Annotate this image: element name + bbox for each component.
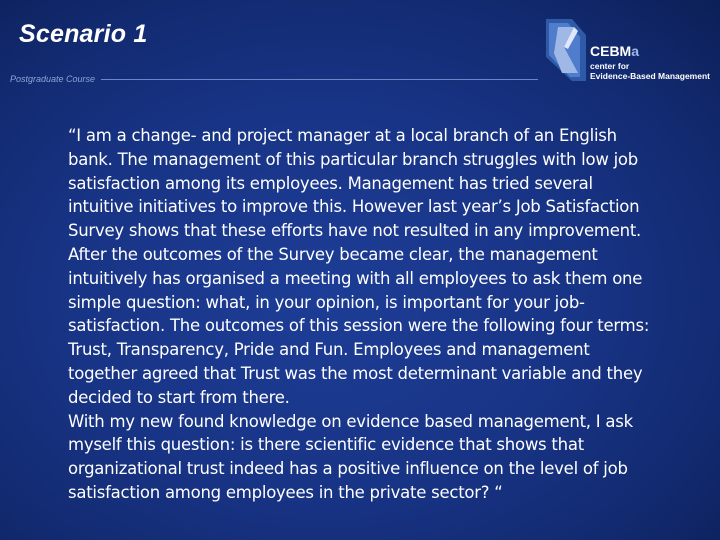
cebma-logo-mark-icon bbox=[544, 17, 588, 83]
scenario-quote bbox=[68, 124, 660, 505]
course-header bbox=[10, 72, 538, 86]
scenario-paragraph-2: With my new found knowledge on evidence based management, I ask myself this question: is there scientific evidence that shows that organizational trust indeed has a positive influence on the level of job satisfaction among employees in the private sector? “ bbox=[68, 411, 633, 502]
slide-title: Scenario 1 bbox=[19, 20, 148, 48]
logo-name-accent: a bbox=[631, 43, 640, 59]
scenario-paragraph-1: “I am a change- and project manager at a local branch of an English bank. The management of this particular branch struggles with low job satisfaction among its employees. Management has tried several intuitive initiatives to improve this. However last year’s Job Satisfaction Survey shows that these efforts have not resulted in any improvement. After the outcomes of the Survey became clear, the management intuitively has organised a meeting with all employees to ask them one simple question: what, in your opinion, is important for your job-satisfaction. The outcomes of this session were the following four terms: Trust, Transparency, Pride and Fun. Employees and management together agreed that Trust was the most determinant variable and they decided to start from there. bbox=[68, 126, 650, 407]
cebma-logo bbox=[544, 17, 720, 85]
logo-name-main: CEBM bbox=[590, 43, 632, 59]
logo-subtitle-line-1: center for bbox=[590, 61, 630, 71]
logo-subtitle-line-2: Evidence-Based Management bbox=[590, 71, 710, 81]
logo-name bbox=[590, 43, 639, 59]
course-label: Postgraduate Course bbox=[10, 74, 96, 84]
logo-subtitle bbox=[590, 61, 710, 81]
header-divider bbox=[101, 79, 538, 80]
